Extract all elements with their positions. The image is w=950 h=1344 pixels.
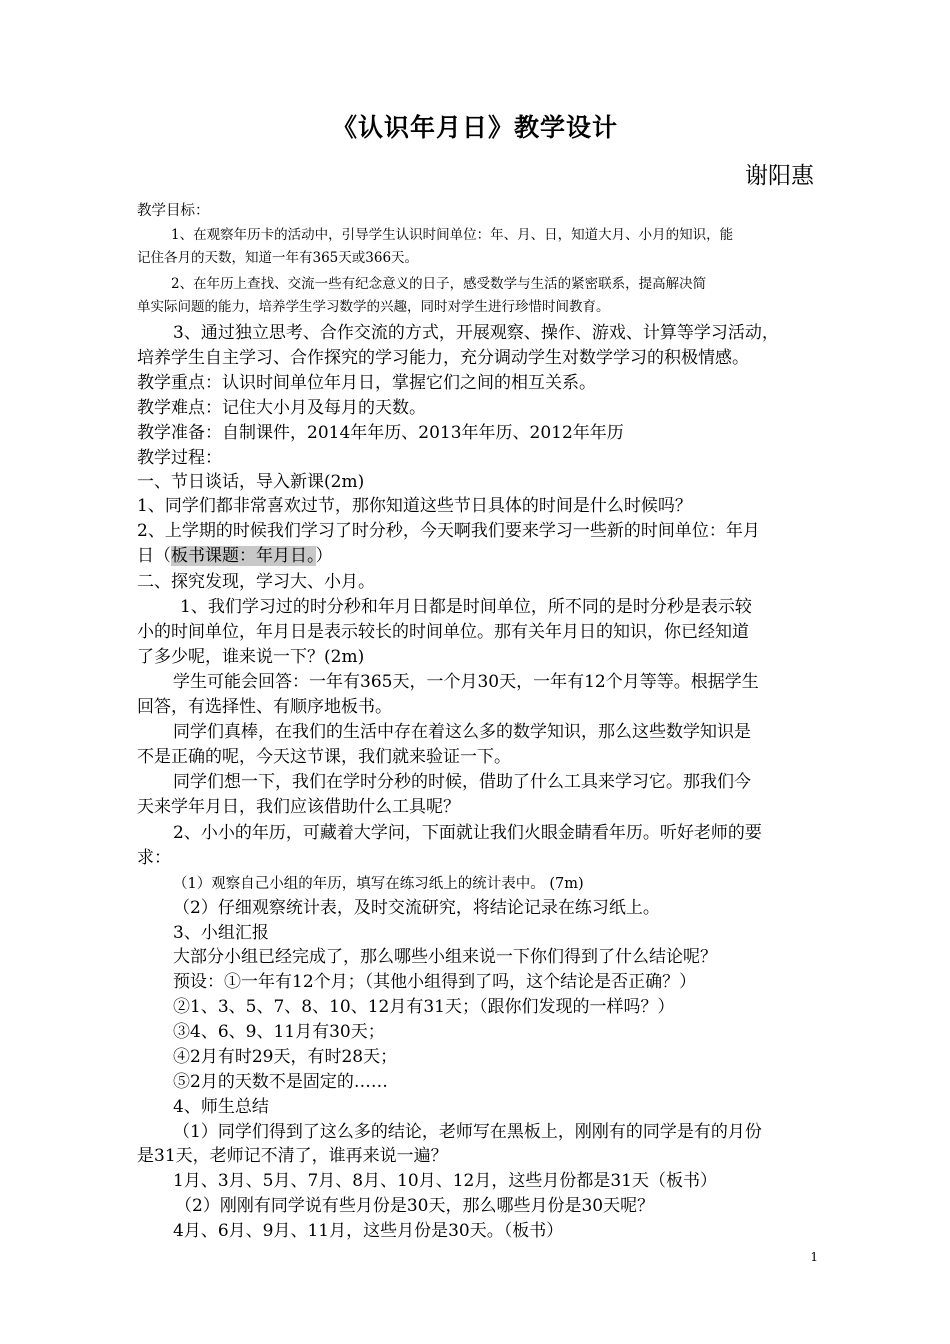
text-line: 回答，有选择性、有顺序地板书。 (137, 697, 392, 717)
section-objectives-heading: 教学目标： (137, 203, 210, 219)
text-line: 同学们真棒，在我们的生活中存在着这么多的数学知识，那么这些数学知识是 (173, 722, 751, 742)
text-line: 1、我们学习过的时分秒和年月日都是时间单位，所不同的是时分秒是表示较 (180, 597, 752, 617)
text-line: 是31天，老师记不清了，谁再来说一遍？ (137, 1146, 448, 1166)
section-two-heading: 二、探究发现，学习大、小月。 (137, 572, 375, 592)
text-line: 了多少呢，谁来说一下？(2m) (137, 647, 365, 667)
page-number: 1 (810, 1250, 818, 1264)
text-line: 同学们想一下，我们在学时分秒的时候，借助了什么工具来学习它。那我们今 (173, 772, 751, 792)
text-line: 4月、6月、9月、11月，这些月份是30天。（板书） (173, 1221, 564, 1241)
text-line: 2、上学期的时候我们学习了时分秒，今天啊我们要来学习一些新的时间单位：年月 (137, 521, 760, 541)
difficulty-line: 教学难点：记住大小月及每月的天数。 (137, 398, 426, 418)
highlighted-board-title: 板书课题：年月日。 (171, 546, 316, 566)
preparation-line: 教学准备：自制课件，2014年年历、2013年年历、2012年年历 (137, 423, 624, 443)
text-line: 不是正确的呢，今天这节课，我们就来验证一下。 (137, 747, 511, 767)
text-line: ④2月有时29天，有时28天； (173, 1047, 398, 1067)
text-line: 学生可能会回答：一年有365天，一个月30天，一年有12个月等等。根据学生 (173, 672, 759, 692)
text-line: 2、在年历上查找、交流一些有纪念意义的日子，感受数学与生活的紧密联系，提高解决简 (171, 276, 707, 292)
key-points-line: 教学重点：认识时间单位年月日，掌握它们之间的相互关系。 (137, 373, 596, 393)
text-line: ③4、6、9、11月有30天； (173, 1022, 385, 1042)
text-line: 1、在观察年历卡的活动中，引导学生认识时间单位：年、月、日，知道大月、小月的知识，能 (171, 227, 734, 243)
text-line: 小的时间单位，年月日是表示较长的时间单位。那有关年月日的知识，你已经知道 (137, 622, 749, 642)
text-line: 2、小小的年历，可藏着大学问，下面就让我们火眼金睛看年历。听好老师的要 (173, 823, 762, 843)
text-line (137, 545, 817, 567)
text-line: 3、通过独立思考、合作交流的方式，开展观察、操作、游戏、计算等学习活动， (173, 323, 779, 343)
text-line: 求： (137, 848, 171, 868)
text-line: 记住各月的天数，知道一年有365天或366天。 (137, 250, 419, 266)
text-line: 3、小组汇报 (173, 923, 269, 943)
text-line: 大部分小组已经完成了，那么哪些小组来说一下你们得到了什么结论呢？ (173, 947, 717, 967)
document-title: 《认识年月日》教学设计 (331, 113, 618, 142)
text-fragment: 日（ (137, 546, 171, 566)
text-fragment: ） (315, 546, 333, 566)
text-line: 1月、3月、5月、7月、8月、10月、12月，这些月份都是31天（板书） (173, 1171, 717, 1191)
text-line: 天来学年月日，我们应该借助什么工具呢？ (137, 797, 460, 817)
text-line: 1、同学们都非常喜欢过节，那你知道这些节日具体的时间是什么时候吗？ (137, 496, 692, 516)
author-name: 谢阳惠 (745, 163, 814, 189)
text-line: 培养学生自主学习、合作探究的学习能力，充分调动学生对数学学习的积极情感。 (137, 348, 749, 368)
text-line: 预设：①一年有12个月；（其他小组得到了吗，这个结论是否正确？） (173, 972, 697, 992)
text-line: 单实际问题的能力，培养学生学习数学的兴趣，同时对学生进行珍惜时间教育。 (137, 299, 610, 315)
section-one-heading: 一、节日谈话，导入新课(2m) (137, 472, 365, 492)
text-line: ⑤2月的天数不是固定的…… (173, 1072, 388, 1092)
text-line: ②1、3、5、7、8、10、12月有31天；（跟你们发现的一样吗？） (173, 997, 675, 1017)
text-line: （2）仔细观察统计表，及时交流研究，将结论记录在练习纸上。 (173, 898, 660, 918)
text-line: （2）刚刚有同学说有些月份是30天，那么哪些月份是30天呢？ (175, 1196, 655, 1216)
process-heading: 教学过程： (137, 448, 222, 468)
text-line: （1）同学们得到了这么多的结论，老师写在黑板上，刚刚有的同学是有的月份 (173, 1122, 762, 1142)
text-line: （1）观察自己小组的年历，填写在练习纸上的统计表中。 (7m) (173, 876, 584, 892)
text-line: 4、师生总结 (173, 1097, 269, 1117)
